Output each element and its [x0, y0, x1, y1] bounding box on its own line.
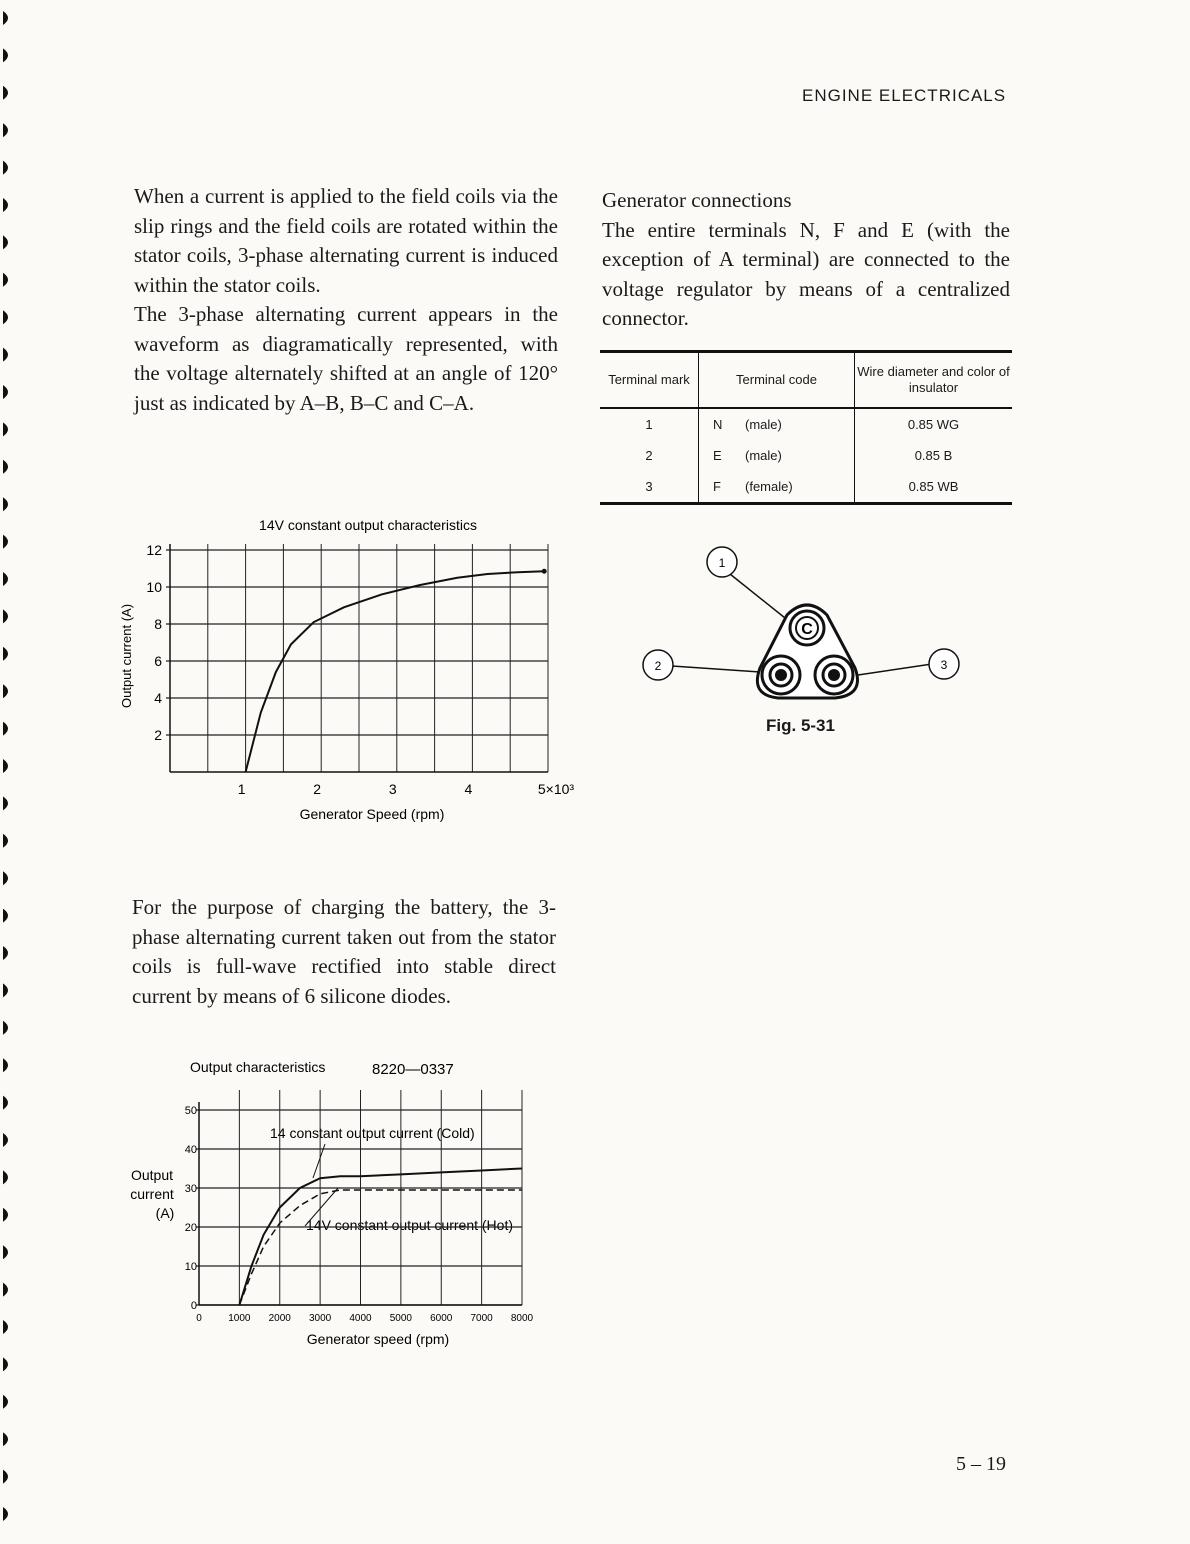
- binder-hole: [3, 235, 8, 249]
- generator-connections-text: [602, 186, 1010, 334]
- callout-2-label: 2: [654, 659, 662, 673]
- binder-hole: [3, 198, 8, 212]
- binder-hole: [3, 834, 8, 848]
- chart-title-code: 8220—0337: [372, 1061, 454, 1078]
- terminal-mark: 1: [600, 408, 699, 440]
- binder-hole: [3, 647, 8, 661]
- paragraph-waveform: The 3-phase alternating current appears in the waveform as diagramatically represented, with the voltage alternately shifted at an angle of 120° just as indicated by A–B, B–C and C–A.: [134, 302, 558, 415]
- x-tick-label: 5×10³: [537, 781, 575, 797]
- binder-hole: [3, 684, 8, 698]
- callout-1-label: 1: [718, 556, 726, 570]
- y-tick-label: 40: [184, 1144, 197, 1156]
- binder-hole: [3, 609, 8, 623]
- y-tick-label: 2: [154, 727, 162, 743]
- code-letter: F: [713, 479, 721, 494]
- binder-hole: [3, 123, 8, 137]
- column-header: Terminal mark: [600, 352, 699, 409]
- x-tick-label: 4000: [349, 1313, 372, 1324]
- binder-hole: [3, 1320, 8, 1334]
- binder-hole: [3, 86, 8, 100]
- data-point: [542, 569, 547, 574]
- paragraph-field-coils: When a current is applied to the field coils via the slip rings and the field coils are rotated within the stator coils, 3-phase alternating current is induced within the stator coils.: [134, 184, 558, 297]
- y-axis-label-line: current: [130, 1186, 174, 1202]
- binder-hole: [3, 273, 8, 287]
- x-tick-label: 3000: [309, 1313, 332, 1324]
- binder-hole: [3, 722, 8, 736]
- code-letter: N: [713, 417, 723, 432]
- binder-hole: [3, 497, 8, 511]
- binder-hole: [3, 48, 8, 62]
- leader-line-3: [858, 664, 932, 675]
- binder-hole: [3, 1096, 8, 1110]
- chart-title: Output characteristics: [190, 1059, 326, 1075]
- terminal-mark: 3: [600, 471, 699, 504]
- leader-line-1: [725, 570, 790, 622]
- wire-spec: 0.85 WG: [907, 417, 960, 432]
- table-row: [600, 440, 1012, 471]
- binder-hole: [3, 1507, 8, 1521]
- terminal-table: [600, 350, 1012, 505]
- binder-hole: [3, 1357, 8, 1371]
- binder-hole: [3, 422, 8, 436]
- code-gender: (male): [745, 417, 782, 432]
- connections-paragraph: The entire terminals N, F and E (with the exception of A terminal) are connected to the voltage regulator by means of a centralized connector.: [602, 217, 1010, 330]
- y-tick-label: 6: [154, 653, 162, 669]
- figure-caption: Fig. 5-31: [766, 716, 835, 735]
- terminal-code: [699, 440, 855, 471]
- binder-hole: [3, 759, 8, 773]
- table-header-row: [600, 352, 1012, 409]
- terminal-2-pin: [775, 669, 787, 681]
- code-gender: (male): [745, 448, 782, 463]
- wire-spec: 0.85 B: [914, 448, 953, 463]
- connector-letter: C: [801, 621, 813, 638]
- binder-hole: [3, 1021, 8, 1035]
- code-letter: E: [713, 448, 722, 463]
- x-tick-label: 2: [313, 781, 322, 797]
- x-tick-label: 7000: [470, 1313, 493, 1324]
- intro-text: [134, 182, 558, 418]
- wire-spec: 0.85 WB: [908, 479, 959, 494]
- x-tick-label: 1000: [228, 1313, 251, 1324]
- x-axis-label: Generator speed (rpm): [306, 1331, 450, 1347]
- code-gender: (female): [745, 479, 793, 494]
- series-line: [246, 571, 545, 772]
- binder-hole: [3, 1208, 8, 1222]
- binder-hole: [3, 871, 8, 885]
- y-tick-label: 12: [146, 542, 162, 558]
- binder-hole: [3, 572, 8, 586]
- binder-hole: [3, 796, 8, 810]
- column-header: Terminal code: [699, 352, 855, 409]
- binder-hole: [3, 460, 8, 474]
- table-row: [600, 471, 1012, 504]
- binder-hole: [3, 1470, 8, 1484]
- binder-hole: [3, 348, 8, 362]
- y-tick-label: 10: [146, 579, 162, 595]
- rectification-text: [132, 893, 556, 1011]
- binder-hole: [3, 1283, 8, 1297]
- y-tick-label: 20: [184, 1222, 197, 1234]
- binder-hole: [3, 385, 8, 399]
- page-number: 5 – 19: [956, 1453, 1006, 1475]
- binder-hole: [3, 11, 8, 25]
- x-tick-label: 5000: [389, 1313, 412, 1324]
- x-tick-label: 0: [196, 1313, 202, 1324]
- y-tick-label: 8: [154, 616, 162, 632]
- binder-hole: [3, 1245, 8, 1259]
- binder-hole: [3, 1058, 8, 1072]
- y-tick-label: 30: [184, 1183, 197, 1195]
- leader-line-2: [672, 666, 760, 672]
- binder-hole: [3, 535, 8, 549]
- binder-hole: [3, 1395, 8, 1409]
- x-tick-label: 2000: [268, 1313, 291, 1324]
- section-heading: Generator connections: [602, 188, 792, 212]
- binder-hole: [3, 946, 8, 960]
- x-tick-label: 1: [237, 781, 246, 797]
- y-tick-label: 0: [190, 1300, 197, 1312]
- x-tick-label: 4: [464, 781, 473, 797]
- annotation-cold: 14 constant output current (Cold): [270, 1125, 475, 1141]
- terminal-mark: 2: [600, 440, 699, 471]
- terminal-code: [699, 471, 855, 504]
- terminal-3-pin: [828, 669, 840, 681]
- page-header: ENGINE ELECTRICALS: [802, 86, 1007, 105]
- column-header: Wire diameter and color of insulator: [855, 352, 1013, 409]
- table-row: [600, 408, 1012, 440]
- y-axis-label: Output current (A): [119, 603, 134, 709]
- series-line-hot: [239, 1190, 522, 1305]
- y-tick-label: 4: [154, 690, 162, 706]
- y-tick-label: 10: [184, 1261, 197, 1273]
- x-tick-label: 3: [388, 781, 397, 797]
- binder-hole: [3, 161, 8, 175]
- binder-hole: [3, 983, 8, 997]
- x-axis-label: Generator Speed (rpm): [299, 806, 445, 822]
- binder-holes: [0, 0, 20, 1544]
- binder-hole: [3, 310, 8, 324]
- chart-title: 14V constant output characteristics: [259, 517, 477, 533]
- paragraph-rectification: For the purpose of charging the battery, the 3-phase alternating current taken out from the stator coils is full-wave rectified into stable direct current by means of 6 silicone diodes.: [132, 895, 556, 1008]
- connector-diagram: [640, 540, 980, 715]
- y-axis-label-line: Output: [130, 1167, 174, 1183]
- y-tick-label: 50: [184, 1105, 197, 1117]
- series-line-cold: [239, 1169, 522, 1306]
- callout-3-label: 3: [940, 658, 948, 672]
- binder-hole: [3, 1170, 8, 1184]
- chart-output-characteristics: [110, 1052, 580, 1352]
- chart-14v-constant-output: [100, 510, 610, 830]
- x-tick-label: 6000: [430, 1313, 453, 1324]
- y-axis-label-line: (A): [155, 1205, 175, 1221]
- binder-hole: [3, 1432, 8, 1446]
- binder-hole: [3, 909, 8, 923]
- terminal-code: [699, 408, 855, 440]
- annotation-hot: 14V constant output current (Hot): [306, 1217, 513, 1233]
- x-tick-label: 8000: [510, 1313, 534, 1324]
- binder-hole: [3, 1133, 8, 1147]
